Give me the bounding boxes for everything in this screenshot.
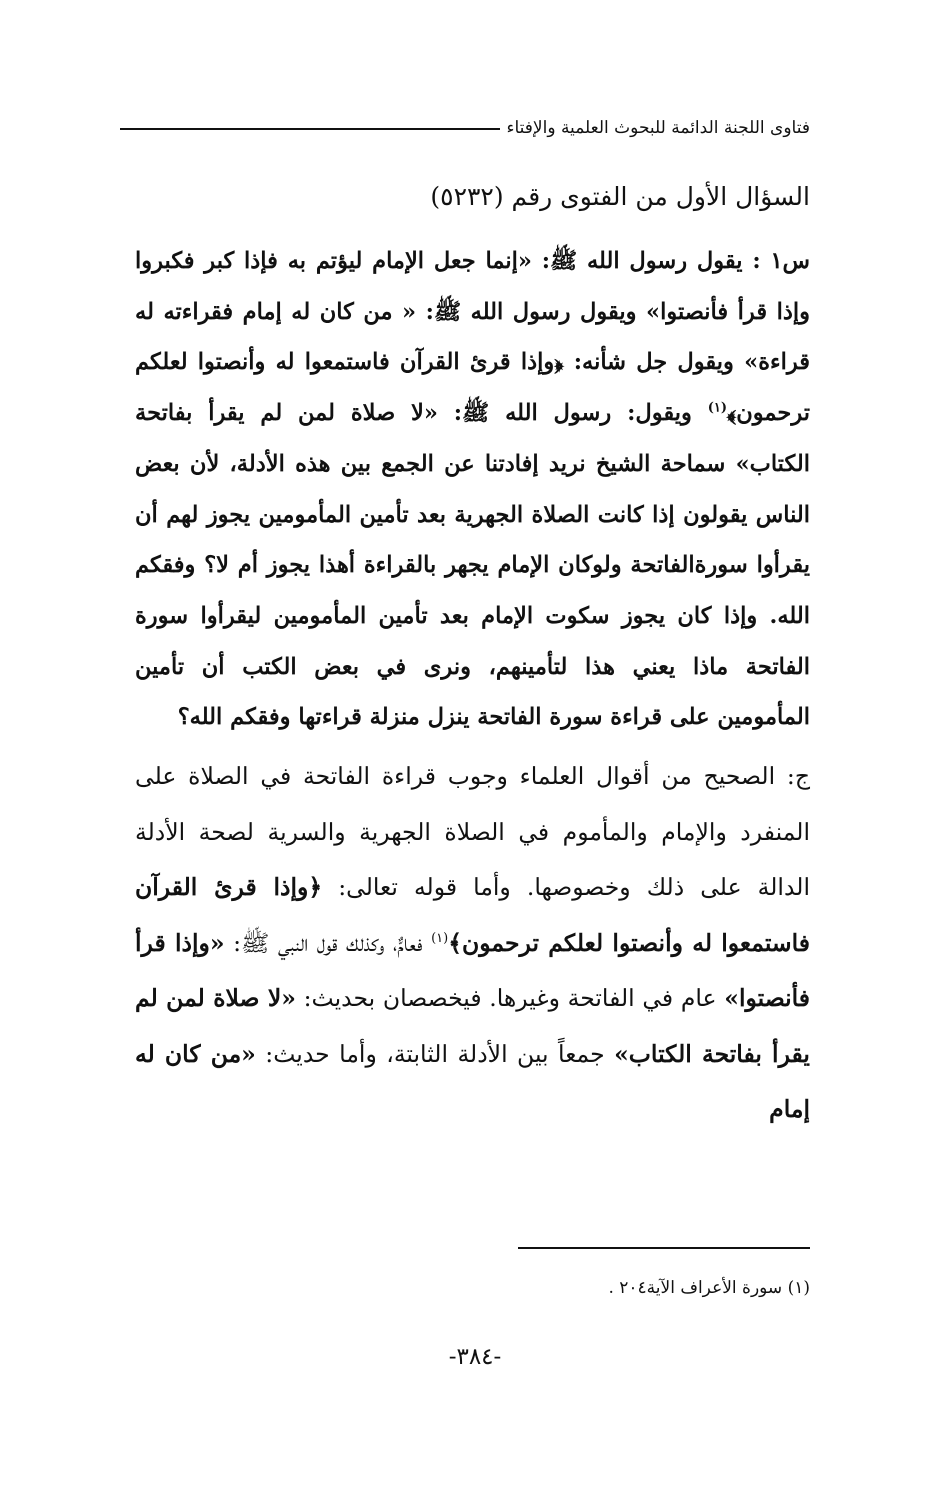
book-title: فتاوى اللجنة الدائمة للبحوث العلمية والإفتاء bbox=[506, 118, 810, 138]
answer-text-1: ج: الصحيح من أقوال العلماء وجوب قراءة الفاتحة في الصلاة على المنفرد والإمام والمأموم في الصلاة الجهرية والسرية لصحة الأدلة الدالة على ذلك وخصوصها. وأما قوله تعالى: bbox=[135, 762, 810, 902]
answer-paragraph bbox=[135, 749, 810, 1138]
main-content bbox=[135, 236, 810, 1138]
footnote-rule bbox=[518, 1247, 810, 1249]
hadith-quote-2: «لا صلاة لمن لم يقرأ بفاتحة الكتاب» bbox=[135, 984, 810, 1068]
question-text-part2: ويقول: رسول الله ﷺ: «لا صلاة لمن لم يقرأ بفاتحة الكتاب» سماحة الشيخ نريد إفادتنا عن الجمع بين هذه الأدلة، لأن بعض الناس يقولون إذا كانت الصلاة الجهرية بعد تأمين المأمومين يجوز لهم أن يقرأوا سورةالفاتحة ولوكان الإمام يجهر بالقراءة أهذا يجوز أم لا؟ وفقكم الله. وإذا كان يجوز سكوت الإمام بعد تأمين المأمومين ليقرأوا سورة الفاتحة ماذا يعني هذا لتأمينهم، ونرى في بعض الكتب أن تأمين المأمومين على قراءة سورة الفاتحة ينزل منزلة قراءتها وفقكم الله؟ bbox=[135, 400, 810, 731]
quran-verse-quote: ﴿وإذا قرئ القرآن فاستمعوا له وأنصتوا لعلكم ترحمون﴾ bbox=[135, 873, 810, 957]
question-paragraph bbox=[135, 236, 810, 743]
fatwa-heading: السؤال الأول من الفتوى رقم (٥٢٣٢) bbox=[430, 182, 810, 211]
question-text-part1: س١ : يقول رسول الله ﷺ: «إنما جعل الإمام ليؤتم به فإذا كبر فكبروا وإذا قرأ فأنصتوا» ويقول رسول الله ﷺ: « من كان له إمام فقراءته له قراءة» ويقول جل شأنه: ﴿وإذا قرئ القرآن فاستمعوا له وأنصتوا لعلكم ترحمون﴾ bbox=[135, 248, 810, 427]
hadith-quote-1: «وإذا قرأ فأنصتوا» bbox=[135, 928, 811, 1013]
footnote-marker: (١) bbox=[707, 400, 727, 416]
footnote: (١) سورة الأعراف الآية٢٠٤ . bbox=[608, 1278, 810, 1298]
footnote-marker: (١) bbox=[431, 930, 449, 946]
page-number: -٣٨٤- bbox=[448, 1344, 502, 1370]
header-rule bbox=[120, 128, 500, 130]
answer-text-2: فعامٌّ، وكذلك قول النبي ﷺ: bbox=[224, 928, 432, 957]
answer-text-3: عام في الفاتحة وغيرها. فيخصصان بحديث: bbox=[295, 984, 725, 1013]
running-header bbox=[120, 118, 810, 138]
answer-text-4: جمعاً بين الأدلة الثابتة، وأما حديث: bbox=[255, 1039, 615, 1068]
hadith-quote-3: «من كان له إمام bbox=[135, 1039, 810, 1124]
